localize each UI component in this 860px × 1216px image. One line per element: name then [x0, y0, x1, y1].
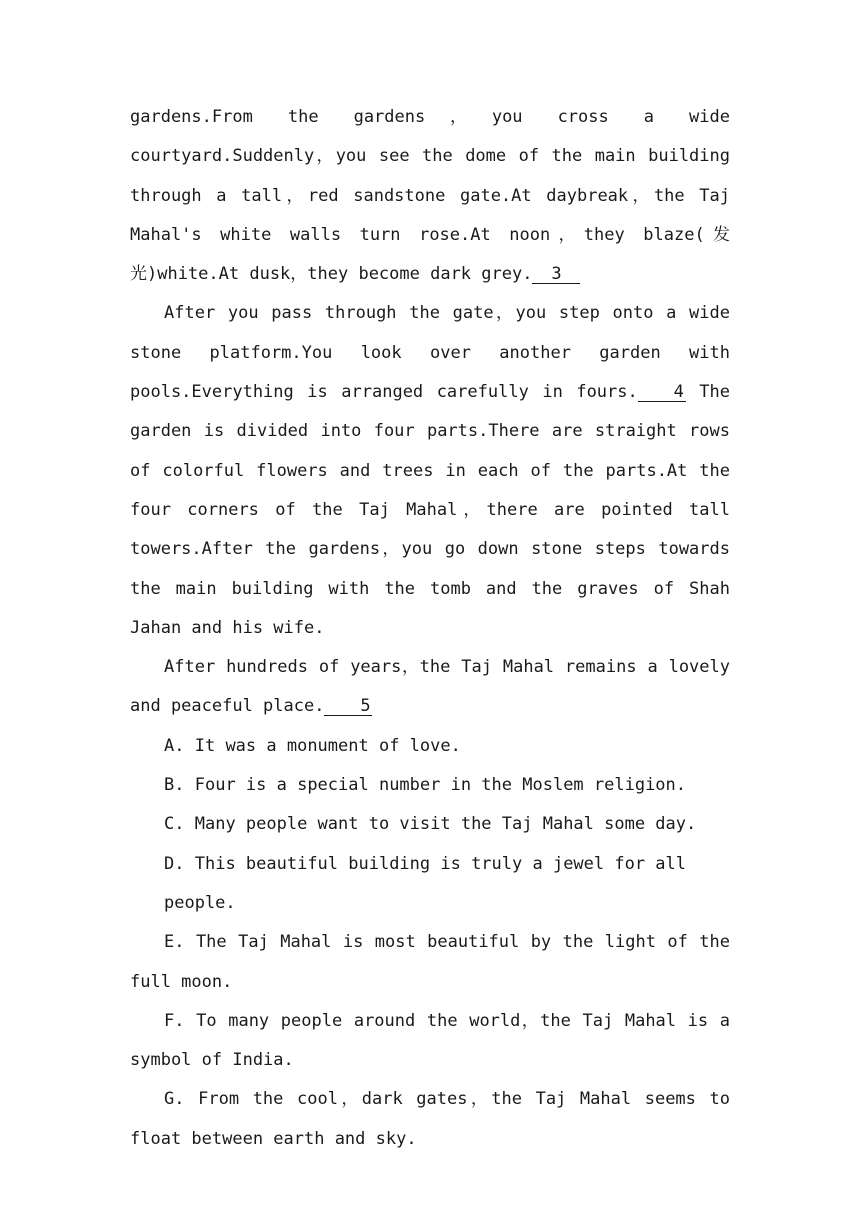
document-page	[130, 98, 730, 1159]
paragraph-text: After hundreds of years，the Taj Mahal remains a lovely and peaceful place.	[130, 657, 730, 717]
option-letter: E.	[164, 932, 185, 953]
option-a	[130, 727, 730, 766]
passage-paragraph-3	[130, 648, 730, 727]
paragraph-text: After you pass through the gate，you step onto a wide stone platform.You look over another garden with pools.Everything is arranged carefully in fours.	[130, 303, 730, 403]
option-letter: B.	[164, 775, 185, 796]
option-text: Many people want to visit the Taj Mahal some day.	[194, 814, 697, 835]
option-letter: C.	[164, 814, 185, 835]
option-text: From the cool，dark gates，the Taj Mahal seems to float between earth and sky.	[130, 1089, 730, 1149]
option-b	[130, 766, 730, 805]
answer-blank-5: 5	[324, 697, 372, 716]
option-d	[130, 845, 730, 924]
option-g	[130, 1080, 730, 1159]
option-text: The Taj Mahal is most beautiful by the light of the full moon.	[130, 932, 730, 992]
option-letter: D.	[164, 853, 185, 874]
paragraph-text: The garden is divided into four parts.There are straight rows of colorful flowers and trees in each of the parts.At the four corners of the Taj Mahal，there are pointed tall towers.After the gardens，you go down stone steps towards the main building with the tomb and the graves of Shah Jahan and his wife.	[130, 382, 730, 638]
option-text: To many people around the world，the Taj Mahal is a symbol of India.	[130, 1010, 730, 1071]
option-text: Four is a special number in the Moslem religion.	[194, 775, 687, 796]
option-f	[130, 1002, 730, 1081]
passage-paragraph-1	[130, 98, 730, 294]
option-letter: F.	[164, 1010, 185, 1031]
passage-paragraph-2	[130, 294, 730, 648]
option-e	[130, 923, 730, 1002]
option-text: It was a monument of love.	[194, 735, 461, 756]
paragraph-text: gardens.From the gardens，you cross a wide courtyard.Suddenly，you see the dome of the main building through a tall，red sandstone gate.At daybreak，the Taj Mahal's white walls turn rose.At noon，they blaze(发光)white.At dusk，they become dark grey.	[130, 107, 730, 285]
answer-blank-3: 3	[532, 265, 580, 284]
option-letter: A.	[164, 735, 185, 756]
option-c	[130, 805, 730, 844]
option-text: This beautiful building is truly a jewel for all people.	[164, 853, 687, 913]
option-letter: G.	[164, 1089, 185, 1110]
answer-blank-4: 4	[638, 383, 686, 402]
